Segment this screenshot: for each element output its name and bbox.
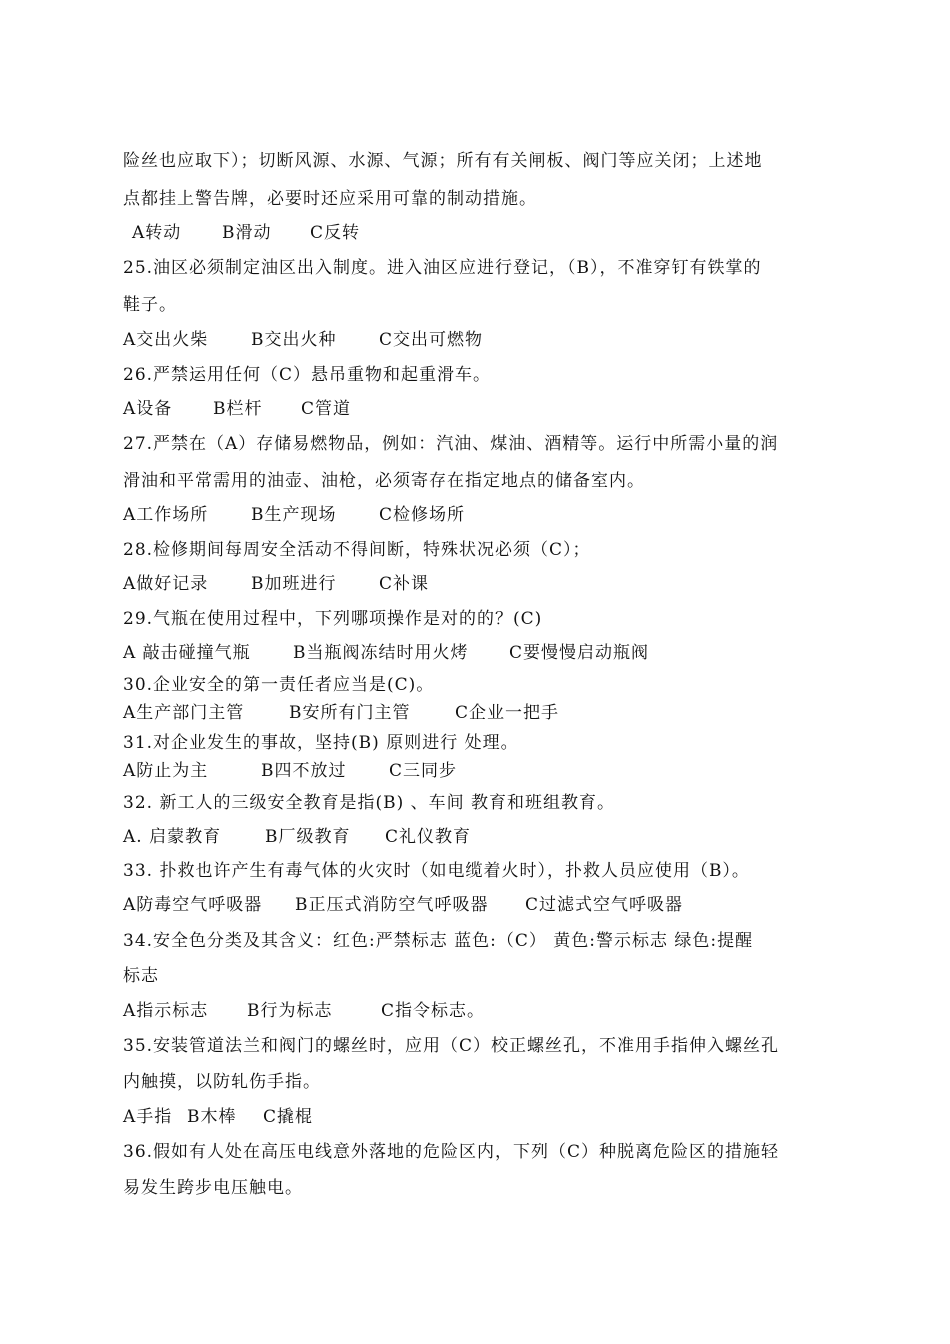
- option-c: C撬棍: [263, 1107, 314, 1127]
- question-text: 30.企业安全的第一责任者应当是(C)。: [123, 675, 435, 695]
- option-c: C礼仪教育: [385, 827, 472, 847]
- answer-options: [123, 643, 649, 663]
- option-a: A做好记录: [123, 574, 209, 594]
- question-text: 28.检修期间每周安全活动不得间断，特殊状况必须（C）；: [123, 540, 591, 560]
- answer-options: [132, 223, 360, 243]
- option-c: C指令标志。: [381, 1001, 486, 1021]
- option-c: C要慢慢启动瓶阀: [509, 643, 650, 663]
- option-a: A防止为主: [123, 761, 209, 781]
- question-text: 标志: [123, 966, 159, 986]
- option-c: C企业一把手: [455, 703, 560, 723]
- option-b: B交出火种: [251, 330, 337, 350]
- question-text: 29.气瓶在使用过程中，下列哪项操作是对的的？(C): [123, 609, 543, 629]
- answer-options: [123, 1107, 313, 1127]
- option-b: B栏杆: [213, 399, 263, 419]
- option-b: B滑动: [222, 223, 272, 243]
- option-a: A手指: [123, 1107, 173, 1127]
- option-c: C检修场所: [379, 505, 466, 525]
- option-a: A指示标志: [123, 1001, 209, 1021]
- question-text: 易发生跨步电压触电。: [123, 1178, 303, 1198]
- option-b: B四不放过: [261, 761, 347, 781]
- answer-options: [123, 574, 429, 594]
- text-line: 点都挂上警告牌，必要时还应采用可靠的制动措施。: [123, 189, 537, 209]
- option-b: B生产现场: [251, 505, 337, 525]
- option-c: C过滤式空气呼吸器: [525, 895, 684, 915]
- option-c: C三同步: [389, 761, 458, 781]
- option-a: A交出火柴: [123, 330, 209, 350]
- question-text: 33. 扑救也许产生有毒气体的火灾时（如电缆着火时），扑救人员应使用（B）。: [123, 861, 750, 881]
- option-a: A防毒空气呼吸器: [123, 895, 263, 915]
- question-text: 34.安全色分类及其含义：红色:严禁标志 蓝色:（C） 黄色:警示标志 绿色:提醒: [123, 931, 754, 951]
- question-text: 内触摸，以防轧伤手指。: [123, 1072, 321, 1092]
- option-a: A工作场所: [123, 505, 209, 525]
- option-c: C反转: [310, 223, 361, 243]
- option-b: B当瓶阀冻结时用火烤: [293, 643, 469, 663]
- answer-options: [123, 761, 457, 781]
- answer-options: [123, 827, 471, 847]
- option-c: C交出可燃物: [379, 330, 484, 350]
- option-b: B正压式消防空气呼吸器: [295, 895, 489, 915]
- option-a: A. 启蒙教育: [123, 827, 222, 847]
- question-text: 滑油和平常需用的油壶、油枪，必须寄存在指定地点的储备室内。: [123, 471, 645, 491]
- question-text: 35.安装管道法兰和阀门的螺丝时，应用（C）校正螺丝孔，不准用手指伸入螺丝孔: [123, 1036, 780, 1056]
- option-b: B安所有门主管: [289, 703, 411, 723]
- option-c: C补课: [379, 574, 430, 594]
- option-a: A转动: [132, 223, 182, 243]
- answer-options: [123, 895, 683, 915]
- question-text: 31.对企业发生的事故，坚持(B) 原则进行 处理。: [123, 733, 519, 753]
- answer-options: [123, 330, 483, 350]
- option-b: B木棒: [187, 1107, 237, 1127]
- option-b: B厂级教育: [265, 827, 351, 847]
- answer-options: [123, 1001, 485, 1021]
- option-b: B行为标志: [247, 1001, 333, 1021]
- question-text: 32. 新工人的三级安全教育是指(B) 、车间 教育和班组教育。: [123, 793, 616, 813]
- question-text: 25.油区必须制定油区出入制度。进入油区应进行登记，（B），不准穿钉有铁掌的: [123, 258, 762, 278]
- option-b: B加班进行: [251, 574, 337, 594]
- answer-options: [123, 399, 351, 419]
- question-text: 26.严禁运用任何（C）悬吊重物和起重滑车。: [123, 365, 492, 385]
- question-text: 36.假如有人处在高压电线意外落地的危险区内，下列（C）种脱离危险区的措施轻: [123, 1142, 780, 1162]
- option-a: A生产部门主管: [123, 703, 245, 723]
- question-text: 鞋子。: [123, 295, 177, 315]
- option-c: C管道: [301, 399, 352, 419]
- question-text: 27.严禁在（A）存储易燃物品，例如：汽油、煤油、酒精等。运行中所需小量的润: [123, 434, 779, 454]
- text-line: 险丝也应取下）；切断风源、水源、气源；所有有关闸板、阀门等应关闭；上述地: [123, 151, 763, 171]
- option-a: A 敲击碰撞气瓶: [123, 643, 251, 663]
- option-a: A设备: [123, 399, 173, 419]
- answer-options: [123, 703, 559, 723]
- answer-options: [123, 505, 465, 525]
